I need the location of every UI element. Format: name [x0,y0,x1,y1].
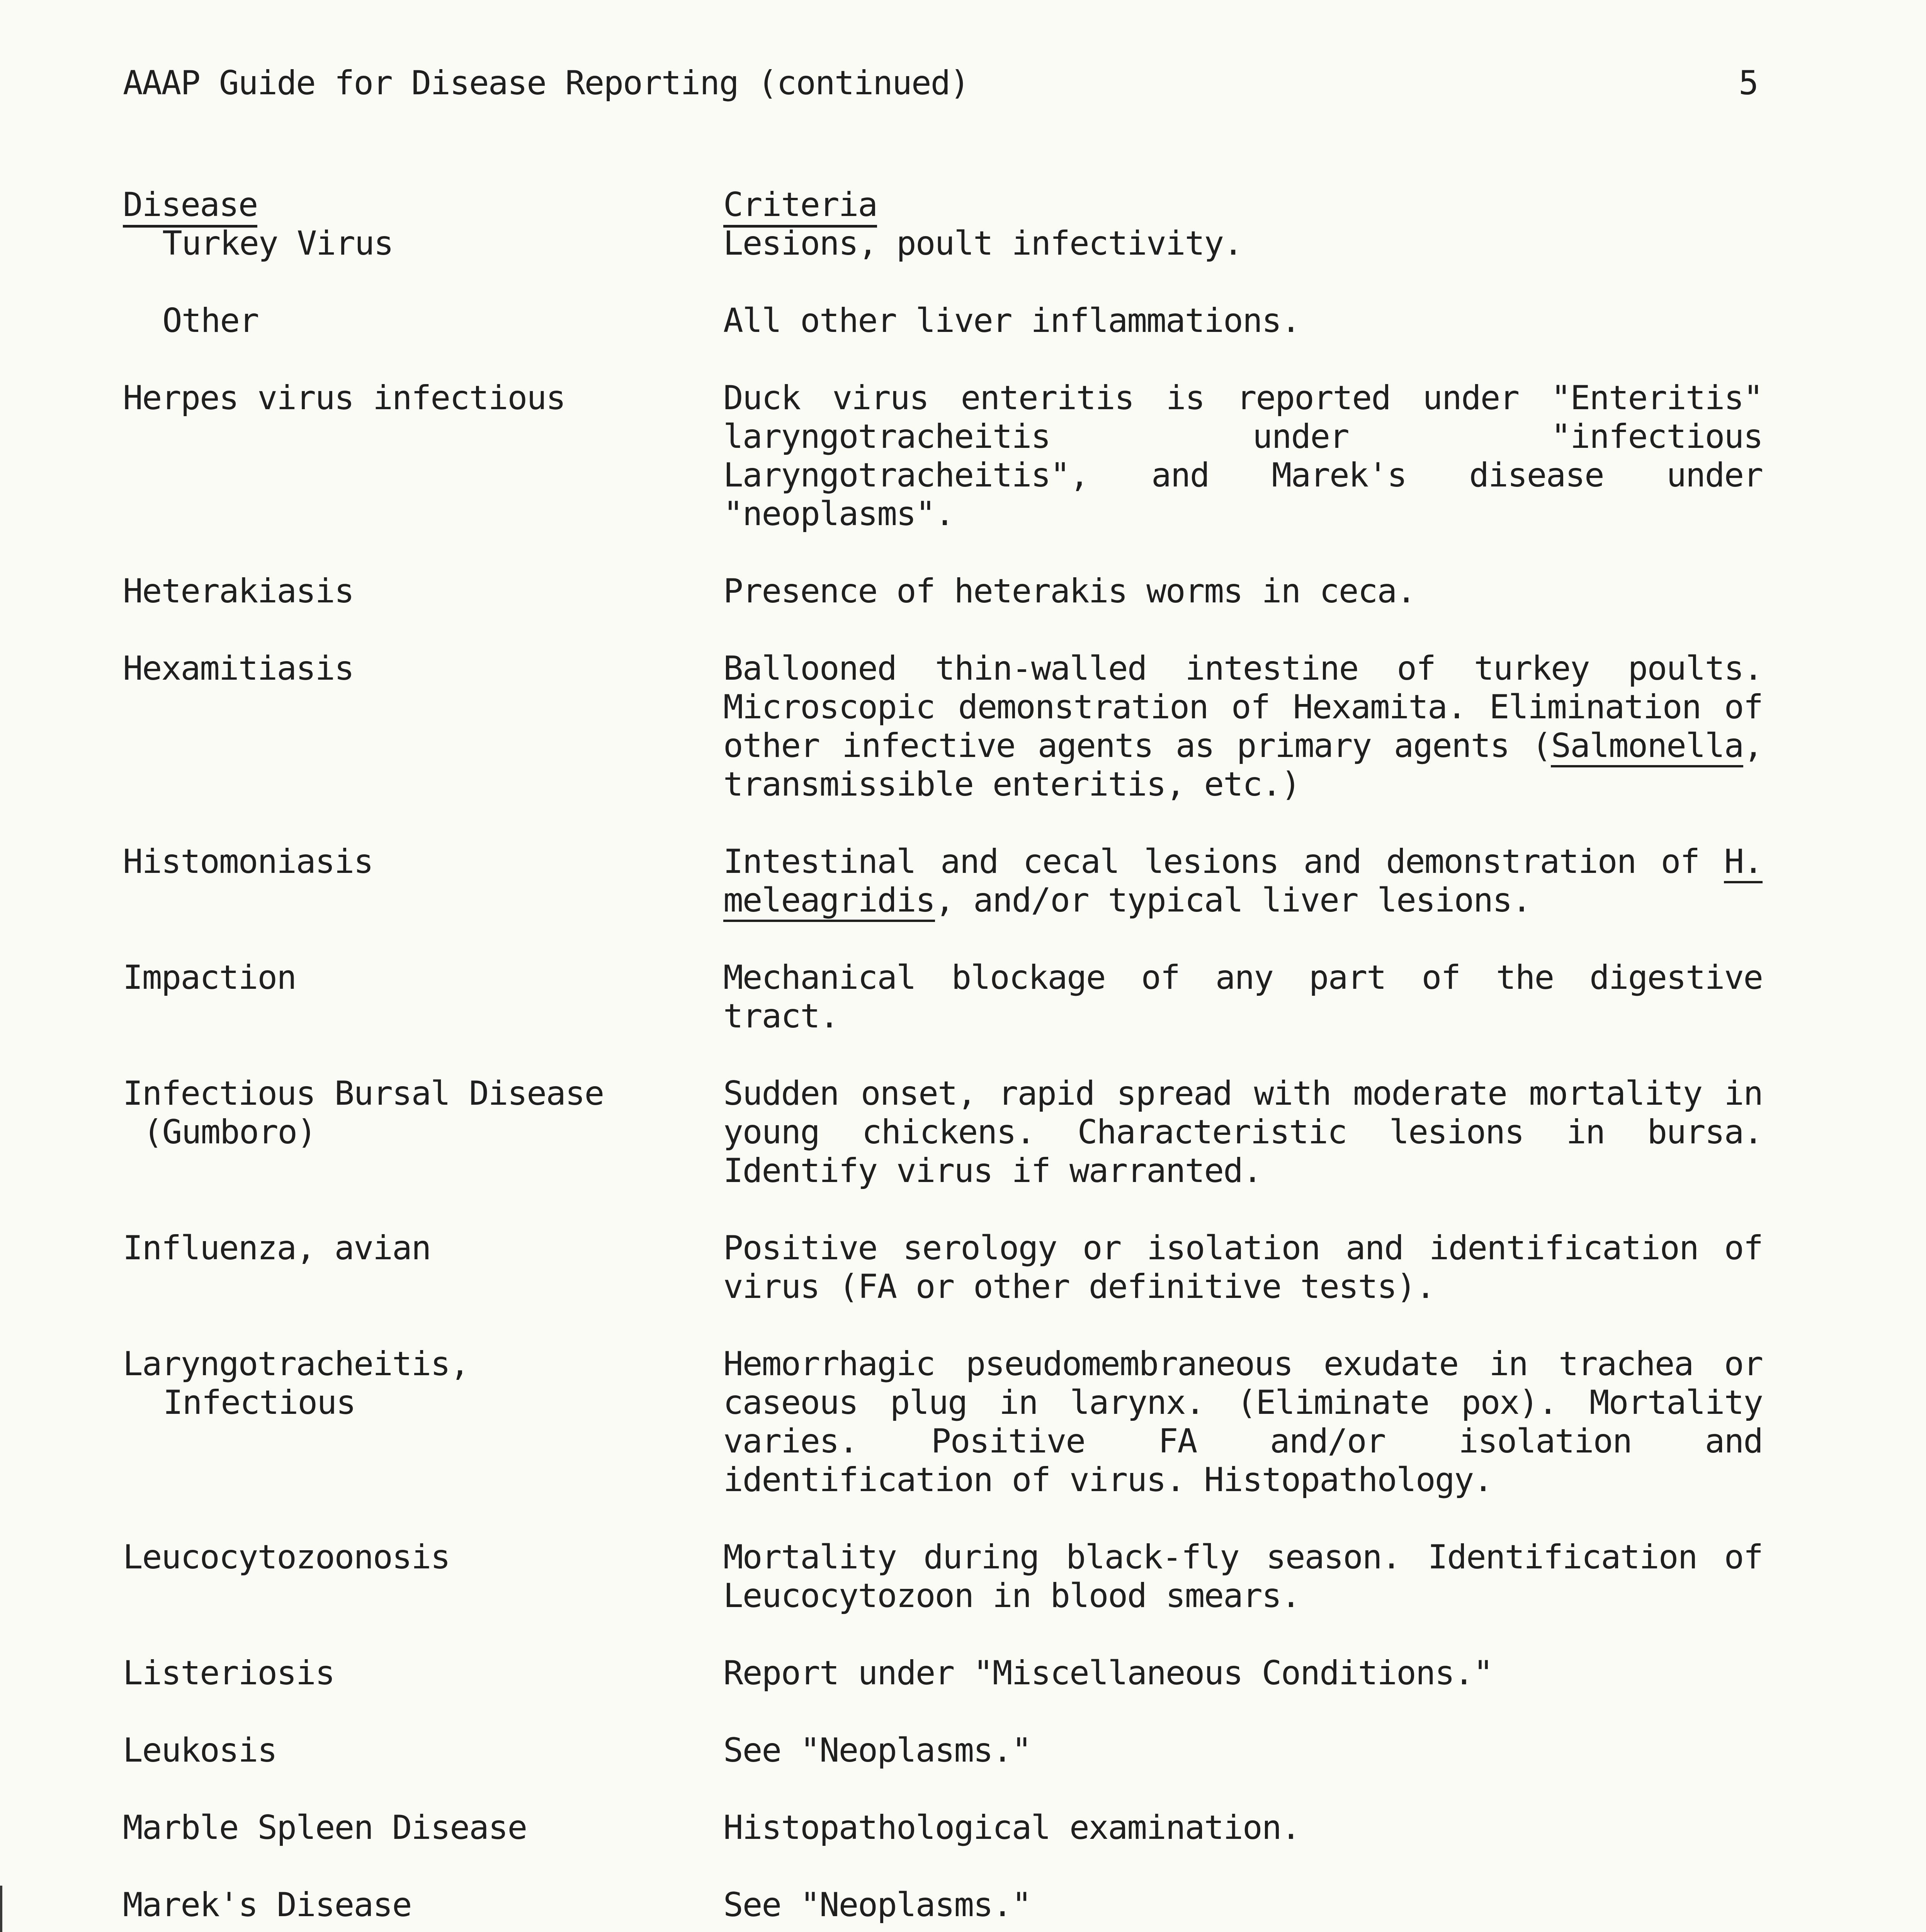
page-number: 5 [1739,64,1759,102]
criteria-text: All other liver inflammations. [723,301,1300,340]
scan-edge-mark [0,1886,2,1932]
disease-name: Hexamitiasis [123,649,354,688]
disease-name: Marble Spleen Disease [123,1808,527,1847]
species-name: H. meleagridis [723,842,1763,922]
disease-name: Marek's Disease [123,1886,411,1924]
criteria-text: Duck virus enteritis is reported under "Enteritis" laryngotracheitis under "infectious Laryngotracheitis", and Marek's disease under "neoplasms". [723,379,1763,533]
criteria-text: Lesions, poult infectivity. [723,224,1243,263]
disease-name: Turkey Virus [162,224,393,263]
disease-name: Histomoniasis [123,842,373,881]
criteria-text: Hemorrhagic pseudomembraneous exudate in trachea or caseous plug in larynx. (Eliminate pox). Mortality varies. Positive FA and/or isolation and identification of virus. Histopathology. [723,1345,1763,1499]
disease-name: Laryngotracheitis, Infectious [123,1345,469,1422]
criteria-text: See "Neoplasms." [723,1886,1031,1924]
criteria-text: Mortality during black-fly season. Identification of Leucocytozoon in blood smears. [723,1538,1763,1615]
column-header-criteria: Criteria [723,185,877,224]
disease-name: Influenza, avian [123,1229,431,1267]
criteria-text: Presence of heterakis worms in ceca. [723,572,1416,611]
criteria-text: Positive serology or isolation and identification of virus (FA or other definitive tests). [723,1229,1763,1306]
criteria-text: Intestinal and cecal lesions and demonstration of H. meleagridis, and/or typical liver lesions. [723,842,1763,920]
disease-name: Heterakiasis [123,572,354,611]
disease-name: Listeriosis [123,1654,335,1692]
disease-name: Infectious Bursal Disease (Gumboro) [123,1074,604,1151]
disease-name: Impaction [123,958,296,997]
disease-name: Leucocytozoonosis [123,1538,450,1577]
criteria-text: Histopathological examination. [723,1808,1300,1847]
column-header-disease: Disease [123,185,257,224]
criteria-text: See "Neoplasms." [723,1731,1031,1770]
criteria-text: Ballooned thin-walled intestine of turkey poults. Microscopic demonstration of Hexamita. Elimination of other infective agents as primary agents (Salmonella, transmissible enteritis, etc.) [723,649,1763,804]
criteria-text: Report under "Miscellaneous Conditions." [723,1654,1493,1692]
disease-name: Other [162,301,258,340]
genus-name: Salmonella [1551,726,1743,767]
disease-name: Herpes virus infectious [123,379,565,417]
criteria-text: Sudden onset, rapid spread with moderate mortality in young chickens. Characteristic lesions in bursa. Identify virus if warranted. [723,1074,1763,1190]
page-header-title: AAAP Guide for Disease Reporting (continued) [123,64,969,102]
disease-name: Leukosis [123,1731,277,1770]
criteria-text: Mechanical blockage of any part of the digestive tract. [723,958,1763,1036]
